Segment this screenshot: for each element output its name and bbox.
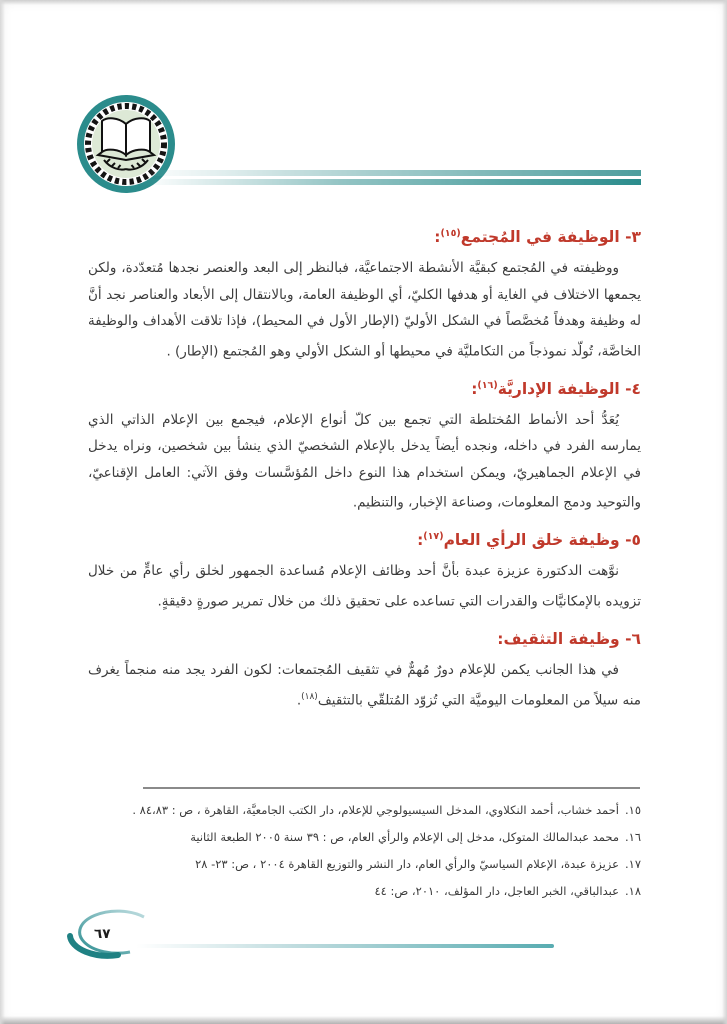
- footnote-ref: (١٦): [477, 379, 498, 391]
- heading-text: ٥- وظيفة خلق الرأي العام: [443, 531, 641, 550]
- footer-rule: [136, 944, 554, 948]
- header-rule-bottom: [143, 179, 641, 185]
- section-paragraph-5: [88, 558, 641, 615]
- footnote-ref: (١٥): [440, 228, 461, 239]
- paragraph-text: في هذا الجانب يكمن للإعلام دورٌ مُهمٌّ في تثقيف المُجتمعات: لكون الفرد يجد منه منجماً يغرف منه سيلاً من المعلومات اليوميَّة التي تُزوّد المُتلقّي بالتثقيف: [88, 662, 641, 709]
- scan-edge-right: [722, 0, 727, 1024]
- section-paragraph-3: [88, 255, 641, 365]
- heading-colon: :: [471, 379, 478, 398]
- section-heading-3: [88, 221, 641, 250]
- footnote-number: ١٧.: [624, 857, 641, 871]
- footnote-text: أحمد خشاب، أحمد النكلاوي، المدخل السيسيولوجي للإعلام، دار الكتب الجامعيَّة، القاهرة ، ص : ٨٤،٨٣ .: [132, 803, 619, 817]
- heading-text: ٤- الوظيفة الإداريَّة: [497, 379, 641, 398]
- scan-edge-top: [0, 0, 727, 5]
- heading-text: ٦- وظيفة التثقيف: [503, 630, 641, 649]
- footnote-ref: (١٧): [423, 531, 444, 543]
- paragraph-text: يُعَدُّ أحد الأنماط المُختلطة التي تجمع بين كلّ أنواع الإعلام، فيجمع بين الإعلام الذاتي الذي يمارسه الفرد في داخله، ونجده أيضاً يدخل بالإعلام الشخصيّ الذي ينشأ بين شخصين، ونراه يدخل في الإعلام الجماهيريّ، ويمكن استخدام هذا النوع داخل المُؤسَّسات وفق الآتي: العامل الإقناعيّ، والتوحيد ودمج المعلومات، وصناعة الإخبار، والتنظيم.: [88, 411, 641, 511]
- footnote-18: [88, 878, 641, 905]
- footnote-15: [88, 797, 641, 824]
- section-heading-4: [88, 373, 641, 402]
- paragraph-text: ووظيفته في المُجتمع كبقيَّة الأنشطة الاجتماعيَّة، فبالنظر إلى البعد والعنصر نجدها مُتعدّدة، ولكن يجمعها الاختلاف في الغاية أو هدفها الكليّ، أي الوظيفة العامة، وبالانتقال إلى الأبعاد والعناصر نجد أنَّ له وظيفة وهدفاً مُخصَّصاً في الشكل الأوليّ (الإطار الأول في المحيط)، فإذا تلاقت الأهداف والوظيفة الخاصَّة، تُولّد نموذجاً من التكامليَّة في محيطها أو الشكل الأولي وهو المُجتمع (الإطار) .: [88, 260, 641, 360]
- section-heading-6: [88, 623, 641, 652]
- footnote-number: ١٨.: [624, 884, 641, 898]
- paragraph-end: .: [296, 692, 302, 709]
- footnotes-block: [88, 797, 641, 905]
- heading-colon: :: [417, 531, 424, 550]
- page-number: ٦٧: [94, 926, 111, 942]
- section-heading-5: [88, 524, 641, 553]
- page-content: [88, 221, 641, 722]
- footnote-number: ١٥.: [624, 803, 641, 817]
- footnote-separator: [143, 787, 640, 789]
- section-paragraph-4: [88, 407, 641, 517]
- footnote-text: محمد عبدالمالك المتوكل، مدخل إلى الإعلام والرأي العام، ص : ٣٩ سنة ٢٠٠٥ الطبعة الثانية: [190, 830, 619, 844]
- heading-text: ٣- الوظيفة في المُجتمع: [460, 228, 641, 247]
- footnote-text: عزيزة عبدة، الإعلام السياسيّ والرأي العام، دار النشر والتوزيع القاهرة ٢٠٠٤ ، ص: ٢٣- ٢٨: [195, 857, 619, 871]
- heading-colon: :: [497, 630, 504, 649]
- footnote-16: [88, 824, 641, 851]
- header-rule-top: [143, 170, 641, 176]
- footnote-number: ١٦.: [624, 830, 641, 844]
- scan-edge-left: [0, 0, 5, 1024]
- heading-colon: :: [434, 228, 441, 247]
- section-paragraph-6: [88, 657, 641, 714]
- footnote-ref: (١٨): [301, 691, 318, 702]
- footnote-17: [88, 851, 641, 878]
- scan-edge-bottom: [0, 1016, 727, 1024]
- paragraph-text: نوَّهت الدكتورة عزيزة عبدة بأنَّ أحد وظائف الإعلام مُساعدة الجمهور لخلق رأي عامٍّ من خلال تزويده بالإمكانيَّات والقدرات التي تساعده على تحقيق ذلك من خلال تمرير صورةٍ دقيقةٍ.: [88, 563, 641, 610]
- footnote-text: عبدالباقي، الخبر العاجل، دار المؤلف، ٢٠١٠، ص: ٤٤: [374, 884, 619, 898]
